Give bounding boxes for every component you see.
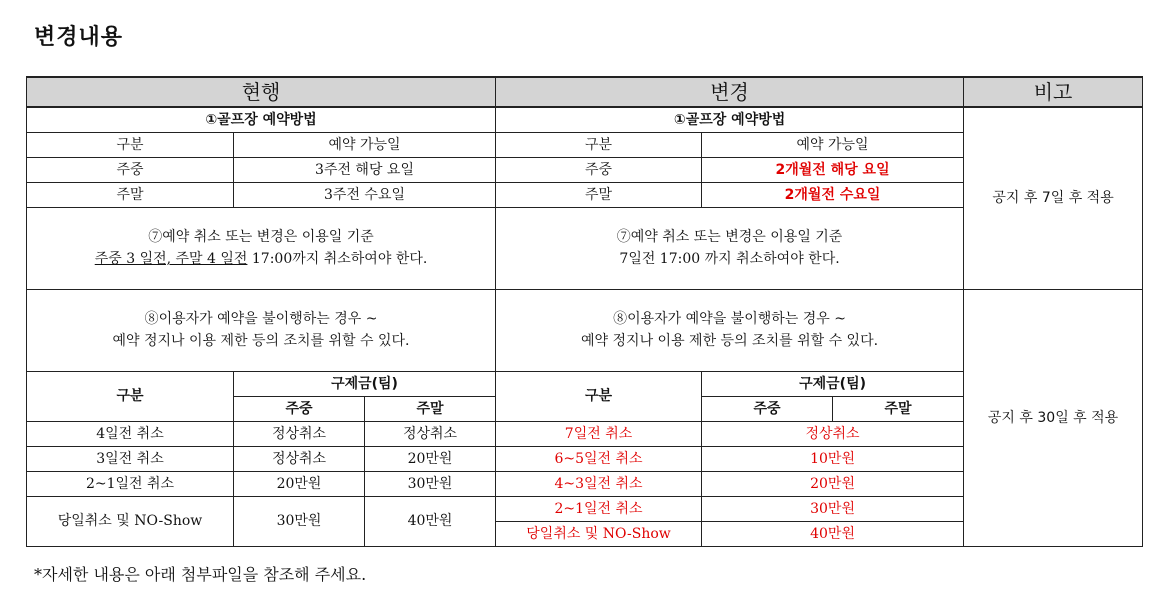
changed-row-value: 10만원	[702, 446, 964, 471]
current-row-weekend: 20만원	[365, 446, 496, 471]
section1-col-available: 예약 가능일	[234, 132, 496, 157]
section1-changed-weekday: 2개월전 해당 요일	[702, 157, 964, 182]
section1-current-weekend: 3주전 수요일	[234, 182, 496, 207]
changed-row-category: 2~1일전 취소	[496, 496, 702, 521]
section7-changed	[496, 207, 964, 289]
section7-changed-line2: 7일전 17:00 까지 취소하여야 한다.	[619, 251, 840, 267]
penalty-col-penalty: 구제금(팀)	[234, 371, 496, 396]
changed-row-value: 20만원	[702, 471, 964, 496]
section7-current-rest: 17:00까지 취소하여야 한다.	[247, 251, 428, 267]
section7-current-line1: ⑦예약 취소 또는 변경은 이용일 기준	[148, 229, 374, 245]
section1-col-category: 구분	[27, 132, 234, 157]
changed-row-category: 4~3일전 취소	[496, 471, 702, 496]
changes-table	[26, 76, 1143, 547]
section1-col-available-changed: 예약 가능일	[702, 132, 964, 157]
current-row-category: 4일전 취소	[27, 421, 234, 446]
section8-current-line2: 예약 정지나 이용 제한 등의 조치를 위할 수 있다.	[112, 333, 410, 349]
changed-row-value: 40만원	[702, 521, 964, 546]
section7-current-underlined: 주중 3 일전, 주말 4 일전	[94, 251, 248, 267]
penalty-col-weekend-changed: 주말	[833, 396, 964, 421]
section1-weekend-label: 주말	[27, 182, 234, 207]
current-row-weekday: 정상취소	[234, 446, 365, 471]
remarks-second: 공지 후 30일 후 적용	[964, 289, 1143, 546]
section1-current-weekday: 3주전 해당 요일	[234, 157, 496, 182]
changed-row-category: 7일전 취소	[496, 421, 702, 446]
section1-weekday-label-changed: 주중	[496, 157, 702, 182]
page-title: 변경내용	[34, 25, 124, 50]
current-row-weekend: 정상취소	[365, 421, 496, 446]
changed-row-category: 당일취소 및 NO-Show	[496, 521, 702, 546]
current-row-weekend: 30만원	[365, 471, 496, 496]
current-row-weekday: 20만원	[234, 471, 365, 496]
current-row-category: 당일취소 및 NO-Show	[27, 496, 234, 546]
section1-col-category-changed: 구분	[496, 132, 702, 157]
penalty-col-weekend: 주말	[365, 396, 496, 421]
section8-changed-line2: 예약 정지나 이용 제한 등의 조치를 위할 수 있다.	[581, 333, 879, 349]
section7-current-line2	[27, 248, 495, 270]
penalty-col-weekday-changed: 주중	[702, 396, 833, 421]
section8-current	[27, 289, 496, 371]
changed-row-category: 6~5일전 취소	[496, 446, 702, 471]
changed-row-value: 30만원	[702, 496, 964, 521]
section1-title-changed: ①골프장 예약방법	[496, 107, 964, 132]
header-current: 현행	[27, 77, 496, 107]
section7-changed-line1: ⑦예약 취소 또는 변경은 이용일 기준	[616, 229, 843, 245]
section1-weekday-label: 주중	[27, 157, 234, 182]
current-row-category: 2~1일전 취소	[27, 471, 234, 496]
header-changed: 변경	[496, 77, 964, 107]
section7-current	[27, 207, 496, 289]
section1-changed-weekend: 2개월전 수요일	[702, 182, 964, 207]
current-row-weekend: 40만원	[365, 496, 496, 546]
section8-current-line1: ⑧이용자가 예약을 불이행하는 경우 ~	[144, 311, 378, 327]
remarks-first: 공지 후 7일 후 적용	[964, 107, 1143, 289]
footnote: *자세한 내용은 아래 첨부파일을 참조해 주세요.	[34, 565, 367, 584]
changed-row-value: 정상취소	[702, 421, 964, 446]
penalty-col-penalty-changed: 구제금(팀)	[702, 371, 964, 396]
penalty-col-category-changed: 구분	[496, 371, 702, 421]
section1-title-current: ①골프장 예약방법	[27, 107, 496, 132]
current-row-category: 3일전 취소	[27, 446, 234, 471]
section8-changed	[496, 289, 964, 371]
header-remarks: 비고	[964, 77, 1143, 107]
current-row-weekday: 30만원	[234, 496, 365, 546]
penalty-col-weekday: 주중	[234, 396, 365, 421]
penalty-col-category: 구분	[27, 371, 234, 421]
current-row-weekday: 정상취소	[234, 421, 365, 446]
section8-changed-line1: ⑧이용자가 예약을 불이행하는 경우 ~	[613, 311, 846, 327]
section1-weekend-label-changed: 주말	[496, 182, 702, 207]
